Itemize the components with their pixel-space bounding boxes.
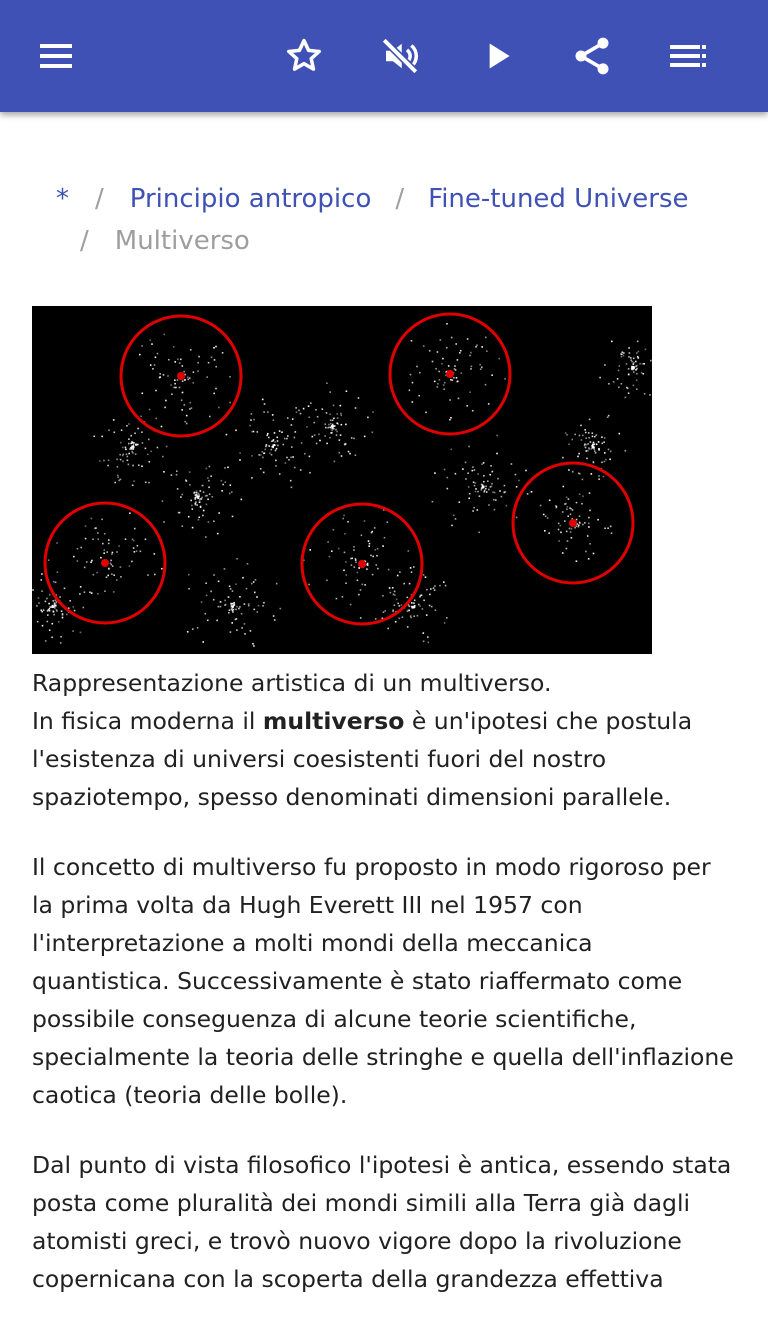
paragraph-3: Dal punto di vista filosofico l'ipotesi è antica, essendo stata posta come pluralità dei mondi simili alla Terra già dagli atomisti greci, e trovò nuovo vigore dopo la rivoluzione copernicana con la scoperta della grandezza effettiva (32, 1151, 732, 1293)
menu-icon[interactable] (28, 28, 84, 84)
star-outline-icon[interactable] (276, 28, 332, 84)
breadcrumb-separator: / (80, 226, 89, 256)
breadcrumb-item-fine-tuned-universe[interactable]: Fine-tuned Universe (428, 184, 689, 214)
multiverse-illustration[interactable] (32, 306, 652, 654)
app-toolbar (0, 0, 768, 112)
list-icon[interactable] (660, 28, 716, 84)
intro-text-rest: è un'ipotesi che postula l'esistenza di universi coesistenti fuori del nostro spaziotempo, spesso denominati dimensioni parallele. (32, 707, 693, 811)
play-icon[interactable] (470, 28, 526, 84)
figure-caption: Rappresentazione artistica di un multiverso. (32, 669, 552, 697)
breadcrumb-separator: / (95, 184, 104, 214)
share-icon[interactable] (564, 28, 620, 84)
article-content (32, 112, 736, 1330)
breadcrumb-separator: / (395, 184, 405, 214)
breadcrumb-current: Multiverso (114, 226, 250, 256)
paragraph-2: Il concetto di multiverso fu proposto in modo rigoroso per la prima volta da Hugh Everett III nel 1957 con l'interpretazione a molti mondi della meccanica quantistica. Successivamente è stato riaffermato come possibile conseguenza di alcune teorie scientifiche, specialmente la teoria delle stringhe e quella dell'inflazione caotica (teoria delle bolle). (32, 853, 734, 1109)
breadcrumb-item-principio-antropico[interactable]: Principio antropico (129, 184, 372, 214)
intro-term: multiverso (262, 707, 405, 735)
volume-off-icon[interactable] (372, 28, 428, 84)
breadcrumb-home[interactable]: * (56, 184, 69, 214)
paragraph-intro (32, 702, 736, 816)
intro-text: In fisica moderna il (32, 707, 263, 735)
breadcrumb (32, 178, 736, 262)
